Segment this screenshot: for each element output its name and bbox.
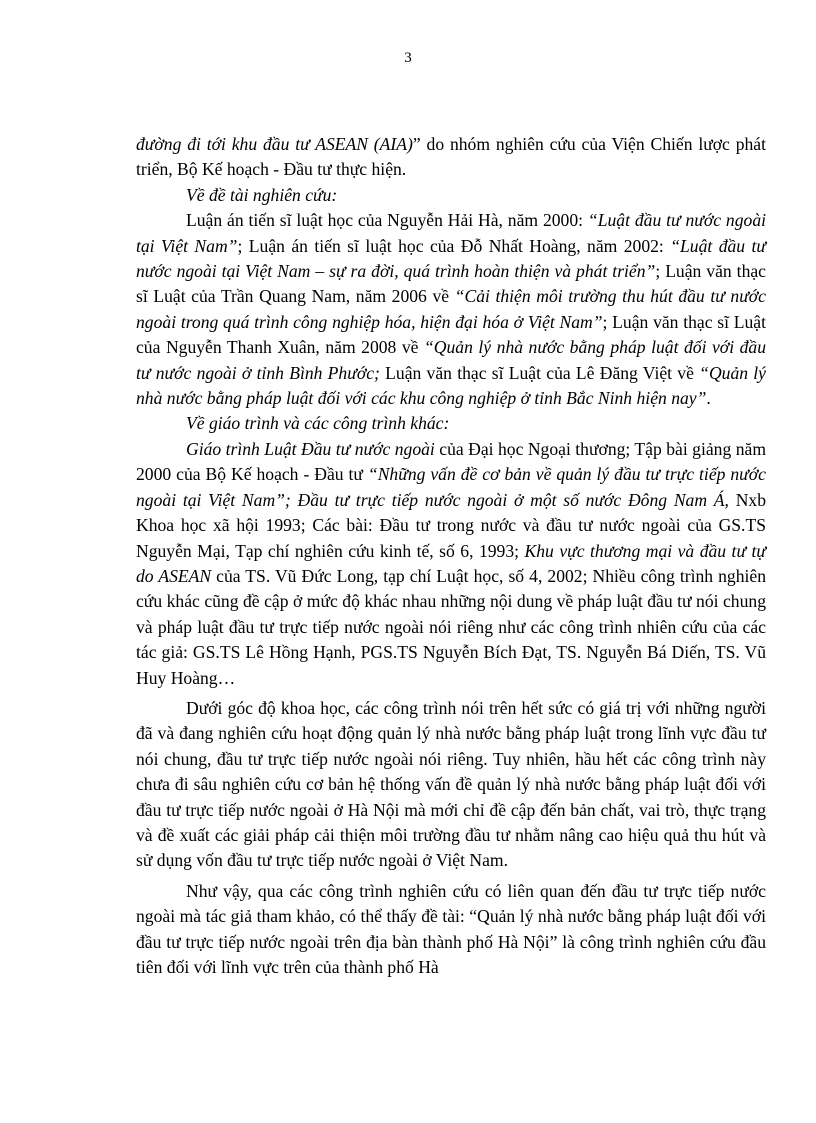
text-segment: “Quản lý nhà nước bằng pháp luật đối với các khu công nghiệp ở tỉnh Bắc Ninh hiện nay”	[136, 362, 766, 409]
text-segment: Giáo trình Luật Đầu tư nước ngoài	[186, 438, 435, 459]
text-segment: Dưới góc độ khoa học, các công trình nói trên hết sức có giá trị với những người đã và đang nghiên cứu hoạt động quản lý nhà nước bằng pháp luật trong lĩnh vực đầu tư nói chung, đầu tư trực tiếp nước ngoài nói riêng. Tuy nhiên, hầu hết các công trình này chưa đi sâu nghiên cứu cơ bản hệ thống vấn đề quản lý nhà nước bằng pháp luật đối với đầu tư trực tiếp nước ngoài ở Hà Nội mà mới chỉ đề cập đến bản chất, vai trò, thực trạng và đề xuất các giải pháp cải thiện môi trường đầu tư nhằm nâng cao hiệu quả thu hút và sử dụng vốn đầu tư trực tiếp nước ngoài ở Việt Nam.	[136, 697, 766, 871]
text-segment: của TS. Vũ Đức Long, tạp chí Luật học, số 4, 2002; Nhiều công trình nghiên cứu khác cũng đề cập ở mức độ khác nhau những nội dung về pháp luật đầu tư nói chung và pháp luật đầu tư trực tiếp nước ngoài nói riêng như các công trình nhiên cứu của các tác giả: GS.TS Lê Hồng Hạnh, PGS.TS Nguyễn Bích Đạt, TS. Nguyễn Bá Diến, TS. Vũ Huy Hoàng…	[136, 565, 766, 688]
text-segment: “Cải thiện môi trường thu hút đầu tư nước ngoài trong quá trình công nghiệp hóa, hiện đại hóa ở Việt Nam”	[136, 286, 766, 332]
text-segment: ” do nhóm nghiên cứu của Viện Chiến lược phát triển, Bộ Kế hoạch - Đầu tư thực hiện.	[136, 134, 766, 180]
text-segment: “Luật đầu tư nước ngoài tại Việt Nam”	[136, 210, 766, 256]
text-segment: Nxb Khoa học xã hội 1993; Các bài: Đầu tư trong nước và đầu tư nước ngoài của GS.TS Nguyễn Mại, Tạp chí nghiên cứu kinh tế, số 6, 1993;	[136, 489, 766, 561]
section-heading-research	[136, 183, 766, 208]
text-segment: “Quản lý nhà nước bằng pháp luật đối với đầu tư nước ngoài ở tỉnh Bình Phước;	[136, 337, 766, 383]
text-segment: Luận văn thạc sĩ Luật của Lê Đăng Việt về	[379, 362, 700, 383]
text-segment: đường đi tới khu đầu tư ASEAN (AIA)	[136, 134, 413, 154]
text-segment: “Những vấn đề cơ bản về quản lý đầu tư trực tiếp nước ngoài tại Việt Nam”; Đầu tư trực tiếp nước ngoài ở một số nước Đông Nam Á,	[136, 464, 766, 510]
text-segment: .	[706, 388, 711, 409]
text-segment: Như vậy, qua các công trình nghiên cứu có liên quan đến đầu tư trực tiếp nước ngoài mà tác giả tham khảo, có thể thấy đề tài: “Quản lý nhà nước bằng pháp luật đối với đầu tư trực tiếp nước ngoài trên địa bàn thành phố Hà Nội” là công trình nghiên cứu đầu tiên đối với lĩnh vực trên của thành phố Hà	[136, 880, 766, 977]
paragraph-research-list	[136, 208, 766, 411]
text-segment: Khu vực thương mại và đầu tư tự do ASEAN	[136, 540, 767, 586]
paragraph-textbook-list	[136, 437, 766, 691]
paragraph-assessment	[136, 696, 766, 874]
page-number: 3	[404, 50, 412, 66]
section-heading-textbooks	[136, 411, 766, 436]
paragraph-conclusion	[136, 879, 766, 981]
text-segment: ; Luận văn thạc sĩ Luật của Nguyễn Thanh Xuân, năm 2008 về	[136, 311, 766, 358]
text-segment: “Luật đầu tư nước ngoài tại Việt Nam – sự ra đời, quá trình hoàn thiện và phát triển”	[136, 235, 766, 282]
body-text	[136, 132, 766, 980]
text-segment: Về đề tài nghiên cứu:	[186, 184, 338, 205]
paragraph-continuation	[136, 132, 766, 183]
text-segment: của Đại học Ngoại thương; Tập bài giảng năm 2000 của Bộ Kế hoạch - Đầu tư	[136, 438, 767, 485]
text-segment: Luận án tiến sĩ luật học của Nguyễn Hải Hà, năm 2000:	[186, 210, 588, 231]
text-segment: ; Luận văn thạc sĩ Luật của Trần Quang Nam, năm 2006 về	[136, 261, 766, 307]
text-segment: ; Luận án tiến sĩ luật học của Đỗ Nhất Hoàng, năm 2002:	[237, 235, 671, 256]
text-segment: Về giáo trình và các công trình khác:	[186, 413, 450, 434]
